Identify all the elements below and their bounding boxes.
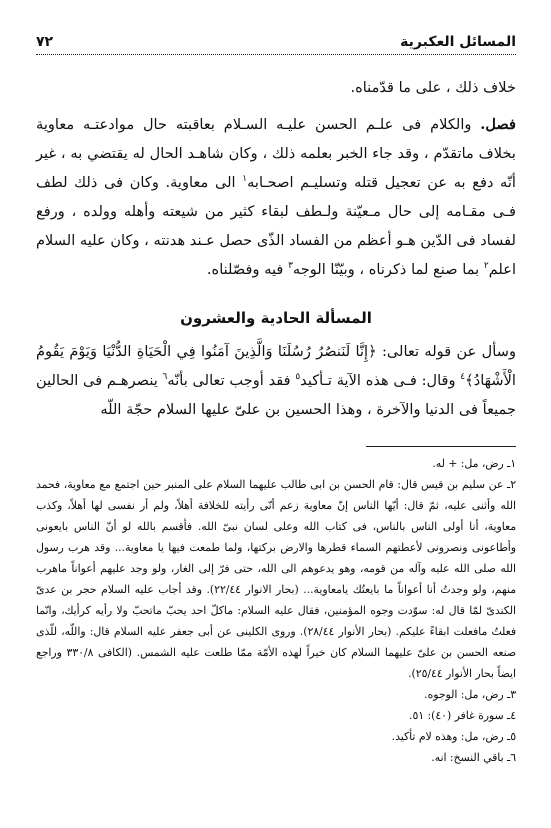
footnotes [36, 453, 516, 768]
footnote-ref: ١ [242, 174, 248, 185]
footnote: ٣ـ رض، مل: الوجوه. [424, 688, 516, 701]
footnote: ٦ـ باقي النسخ: انه. [431, 751, 516, 764]
paragraph-fasl [36, 110, 516, 284]
footnote-ref: ٢ [483, 261, 489, 272]
footnote-ref: ٤ [460, 372, 466, 383]
footnote: ٥ـ رض، مل: وهذه لام تأكيد. [391, 730, 516, 743]
footnote: ٢ـ عن سليم بن قيس قال: قام الحسن بن ابى طالب عليهما السلام على المنبر حين اجتمع مع معاوية، فحمد الله وأثنى عليه، ثمّ قال: أيّها الناس إنّ معاوية زعم أنّى رأيته للخلافة أهلاً، ولم أر نفسى لها أهلاً، وكذب معاوية، أنا أولى الناس بالناس، فى كتاب الله وعلى لسان نبىّ الله. فأقسم بالله لو أنّ الناس بايعونى وأطاعونى ونصرونى لأعطتهم السماء قطرها والارض بركتها، ولما طمعت فيها يا معاوية... وقد هرب رسول الله صلى الله عليه وآله من قومه، وهو يدعوهم الى الله، حتى فرّ إلى الغار، ولو وجد عليهم أعواناً ماهرب منهم، ولو وجدتُ أنا أعواناً ما بايعتُك يامعاوية... (بحار الانوار ٢٢/٤٤). وقد أجاب عليه السلام حجر بن عدىّ الكندىّ لمّا قال له: سوّدت وجوه المؤمنين، فقال عليه السلام: ماكلّ احد يحبّ ماتحبّ ولا رأيه كرأيك، وانّما فعلتُ مافعلت ابقاءً عليكم. (بحار الأنوار ٢٨/٤٤). وروى الكلينى عن أبى جعفر عليه السلام قال: واللّه، للّذى صنعه الحسن بن علىّ عليهما السلام كان خيراً لهذه الأمّة ممّا طلعت عليه الشمس. (الكافى ٣٣٠/٨ وراجع ايضاً بحار الأنوار ٢٥/٤٤). [36, 478, 517, 680]
text-run: وقال: فـى هذه الآية تـأكيد [300, 372, 461, 389]
footnote: ٤ـ سورة غافر (٤٠): ٥١. [409, 709, 516, 722]
footnote-ref: ٥ [295, 372, 301, 383]
footnote-ref: ٦ [162, 372, 168, 383]
paragraph-continuation: خلاف ذلك ، على ما قدّمناه. [350, 79, 516, 96]
text-run: فيه وفصّلناه. [206, 261, 289, 278]
footnote-ref: ٣ [288, 261, 293, 272]
text-run: فقد أوجب تعالى بأنّه [167, 372, 296, 389]
running-title: المسائل العكبرية [400, 34, 516, 50]
page [36, 34, 516, 768]
text-run: ينصرهـم فى الحالين جميعاً فى الدنيا والآخرة ، وهذا الحسين بن علىّ عليها السلام حجّة اللّه [36, 372, 516, 418]
running-header [36, 34, 516, 55]
text-run: الى معاوية. وكان فى ذلك لطف فـى مقـامه إلى حال مـعيّنة ولـطف لبقاء كثير من شيعته وأهله وولده ، ورفع لفساد فى الدّين هـو أعظم من الفساد الذّى حصل عـند هدنته ، وكان عليه السلام اعلم [36, 174, 516, 278]
text-run: والكلام فى علـم الحسن عليـه السـلام بعاقبته حال موادعتـه معاوية بخلاف ماتقدّم ، وقد جاء الخبر بعلمه ذلك ، وكان شاهـد الحال له يقتضي به ، غير أنّه دفع به عن تعجيل قتله وتسليـم اصحـابه [36, 116, 516, 191]
text-run: بما صنع لما ذكرناه ، وبيّنّا الوجه [292, 261, 484, 278]
main-text [36, 73, 516, 424]
section-lead: فصل. [480, 116, 517, 133]
quran-verse: ﴿إِنَّا لَنَنصُرُ رُسُلَنَا وَالَّذِينَ آمَنُوا فِي الْحَيَاةِ الدُّنْيَا وَيَوْمَ يَقُومُ الْأَشْهَادُ﴾ [36, 343, 516, 389]
section-heading: المسألة الحادية والعشرون [180, 309, 372, 327]
page-number: ٧٢ [36, 34, 54, 50]
footnote-divider [366, 446, 516, 447]
footnote: ١ـ رض، مل: + له. [432, 457, 516, 470]
paragraph-question [36, 337, 516, 424]
text-run: وسأل عن قوله تعالى: [376, 343, 516, 360]
